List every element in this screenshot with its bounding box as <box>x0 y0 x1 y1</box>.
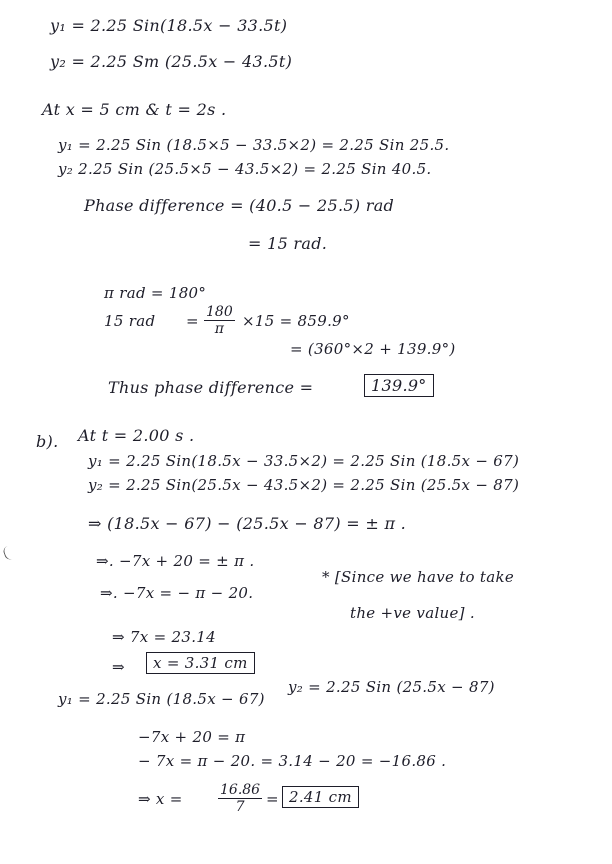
alt-equals: = <box>266 790 279 808</box>
alt-y2-equation: y₂ = 2.25 Sin (25.5x − 87) <box>288 678 495 696</box>
fifteen-rad-equals: = <box>186 312 199 330</box>
answer-box-a <box>364 374 434 397</box>
equation-y2: y₂ = 2.25 Sm (25.5x − 43.5t) <box>50 52 293 71</box>
time-condition: At t = 2.00 s . <box>78 426 195 445</box>
condition-line: At x = 5 cm & t = 2s . <box>42 100 227 119</box>
fraction-denominator: π <box>214 321 224 337</box>
answer-phase-difference: 139.9° <box>364 374 434 397</box>
note-line-2: the +ve value] . <box>350 604 475 622</box>
b-y1-substitution: y₁ = 2.25 Sin(18.5x − 33.5×2) = 2.25 Sin (18.5x − 67) <box>88 452 520 470</box>
phase-difference-result: = 15 rad. <box>248 234 328 253</box>
fraction-180-over-pi <box>204 304 235 337</box>
answer-box-b1 <box>146 652 255 674</box>
conclusion-text: Thus phase difference = <box>108 378 314 397</box>
answer-x-first: x = 3.31 cm <box>146 652 255 674</box>
pi-rad-conversion: π rad = 180° <box>104 284 207 302</box>
step-seven-x: ⇒ 7x = 23.14 <box>112 628 216 646</box>
fifteen-rad-result: ×15 = 859.9° <box>242 312 350 330</box>
b-y2-substitution: y₂ = 2.25 Sin(25.5x − 43.5×2) = 2.25 Sin (25.5x − 87) <box>88 476 520 494</box>
answer-x-second: 2.41 cm <box>282 786 359 808</box>
angle-reduction: = (360°×2 + 139.9°) <box>290 340 456 358</box>
y2-substitution: y₂ 2.25 Sin (25.5×5 − 43.5×2) = 2.25 Sin 40.5. <box>58 160 432 178</box>
fraction-numerator: 180 <box>206 304 233 320</box>
step-arrow: ⇒ <box>112 658 125 676</box>
alt-step-3: ⇒ x = <box>138 790 183 808</box>
part-b-label: b). <box>36 432 59 451</box>
answer-box-b2 <box>282 786 359 808</box>
alt-fraction-denominator: 7 <box>235 799 245 815</box>
fifteen-rad-label: 15 rad <box>104 312 156 330</box>
fraction-16-86-over-7 <box>218 782 262 815</box>
y1-substitution: y₁ = 2.25 Sin (18.5×5 − 33.5×2) = 2.25 Sin 25.5. <box>58 136 450 154</box>
alt-fraction-numerator: 16.86 <box>220 782 261 798</box>
alt-y1-equation: y₁ = 2.25 Sin (18.5x − 67) <box>58 690 265 708</box>
alt-step-1: −7x + 20 = π <box>138 728 246 746</box>
alt-step-2: − 7x = π − 20. = 3.14 − 20 = −16.86 . <box>138 752 447 770</box>
step-difference: ⇒ (18.5x − 67) − (25.5x − 87) = ± π . <box>88 514 407 533</box>
step-simplify: ⇒. −7x + 20 = ± π . <box>96 552 255 570</box>
margin-mark <box>2 545 15 561</box>
equation-y1: y₁ = 2.25 Sin(18.5x − 33.5t) <box>50 16 288 35</box>
phase-difference-line: Phase difference = (40.5 − 25.5) rad <box>84 196 395 215</box>
step-isolate: ⇒. −7x = − π − 20. <box>100 584 254 602</box>
note-line-1: * [Since we have to take <box>322 568 515 586</box>
